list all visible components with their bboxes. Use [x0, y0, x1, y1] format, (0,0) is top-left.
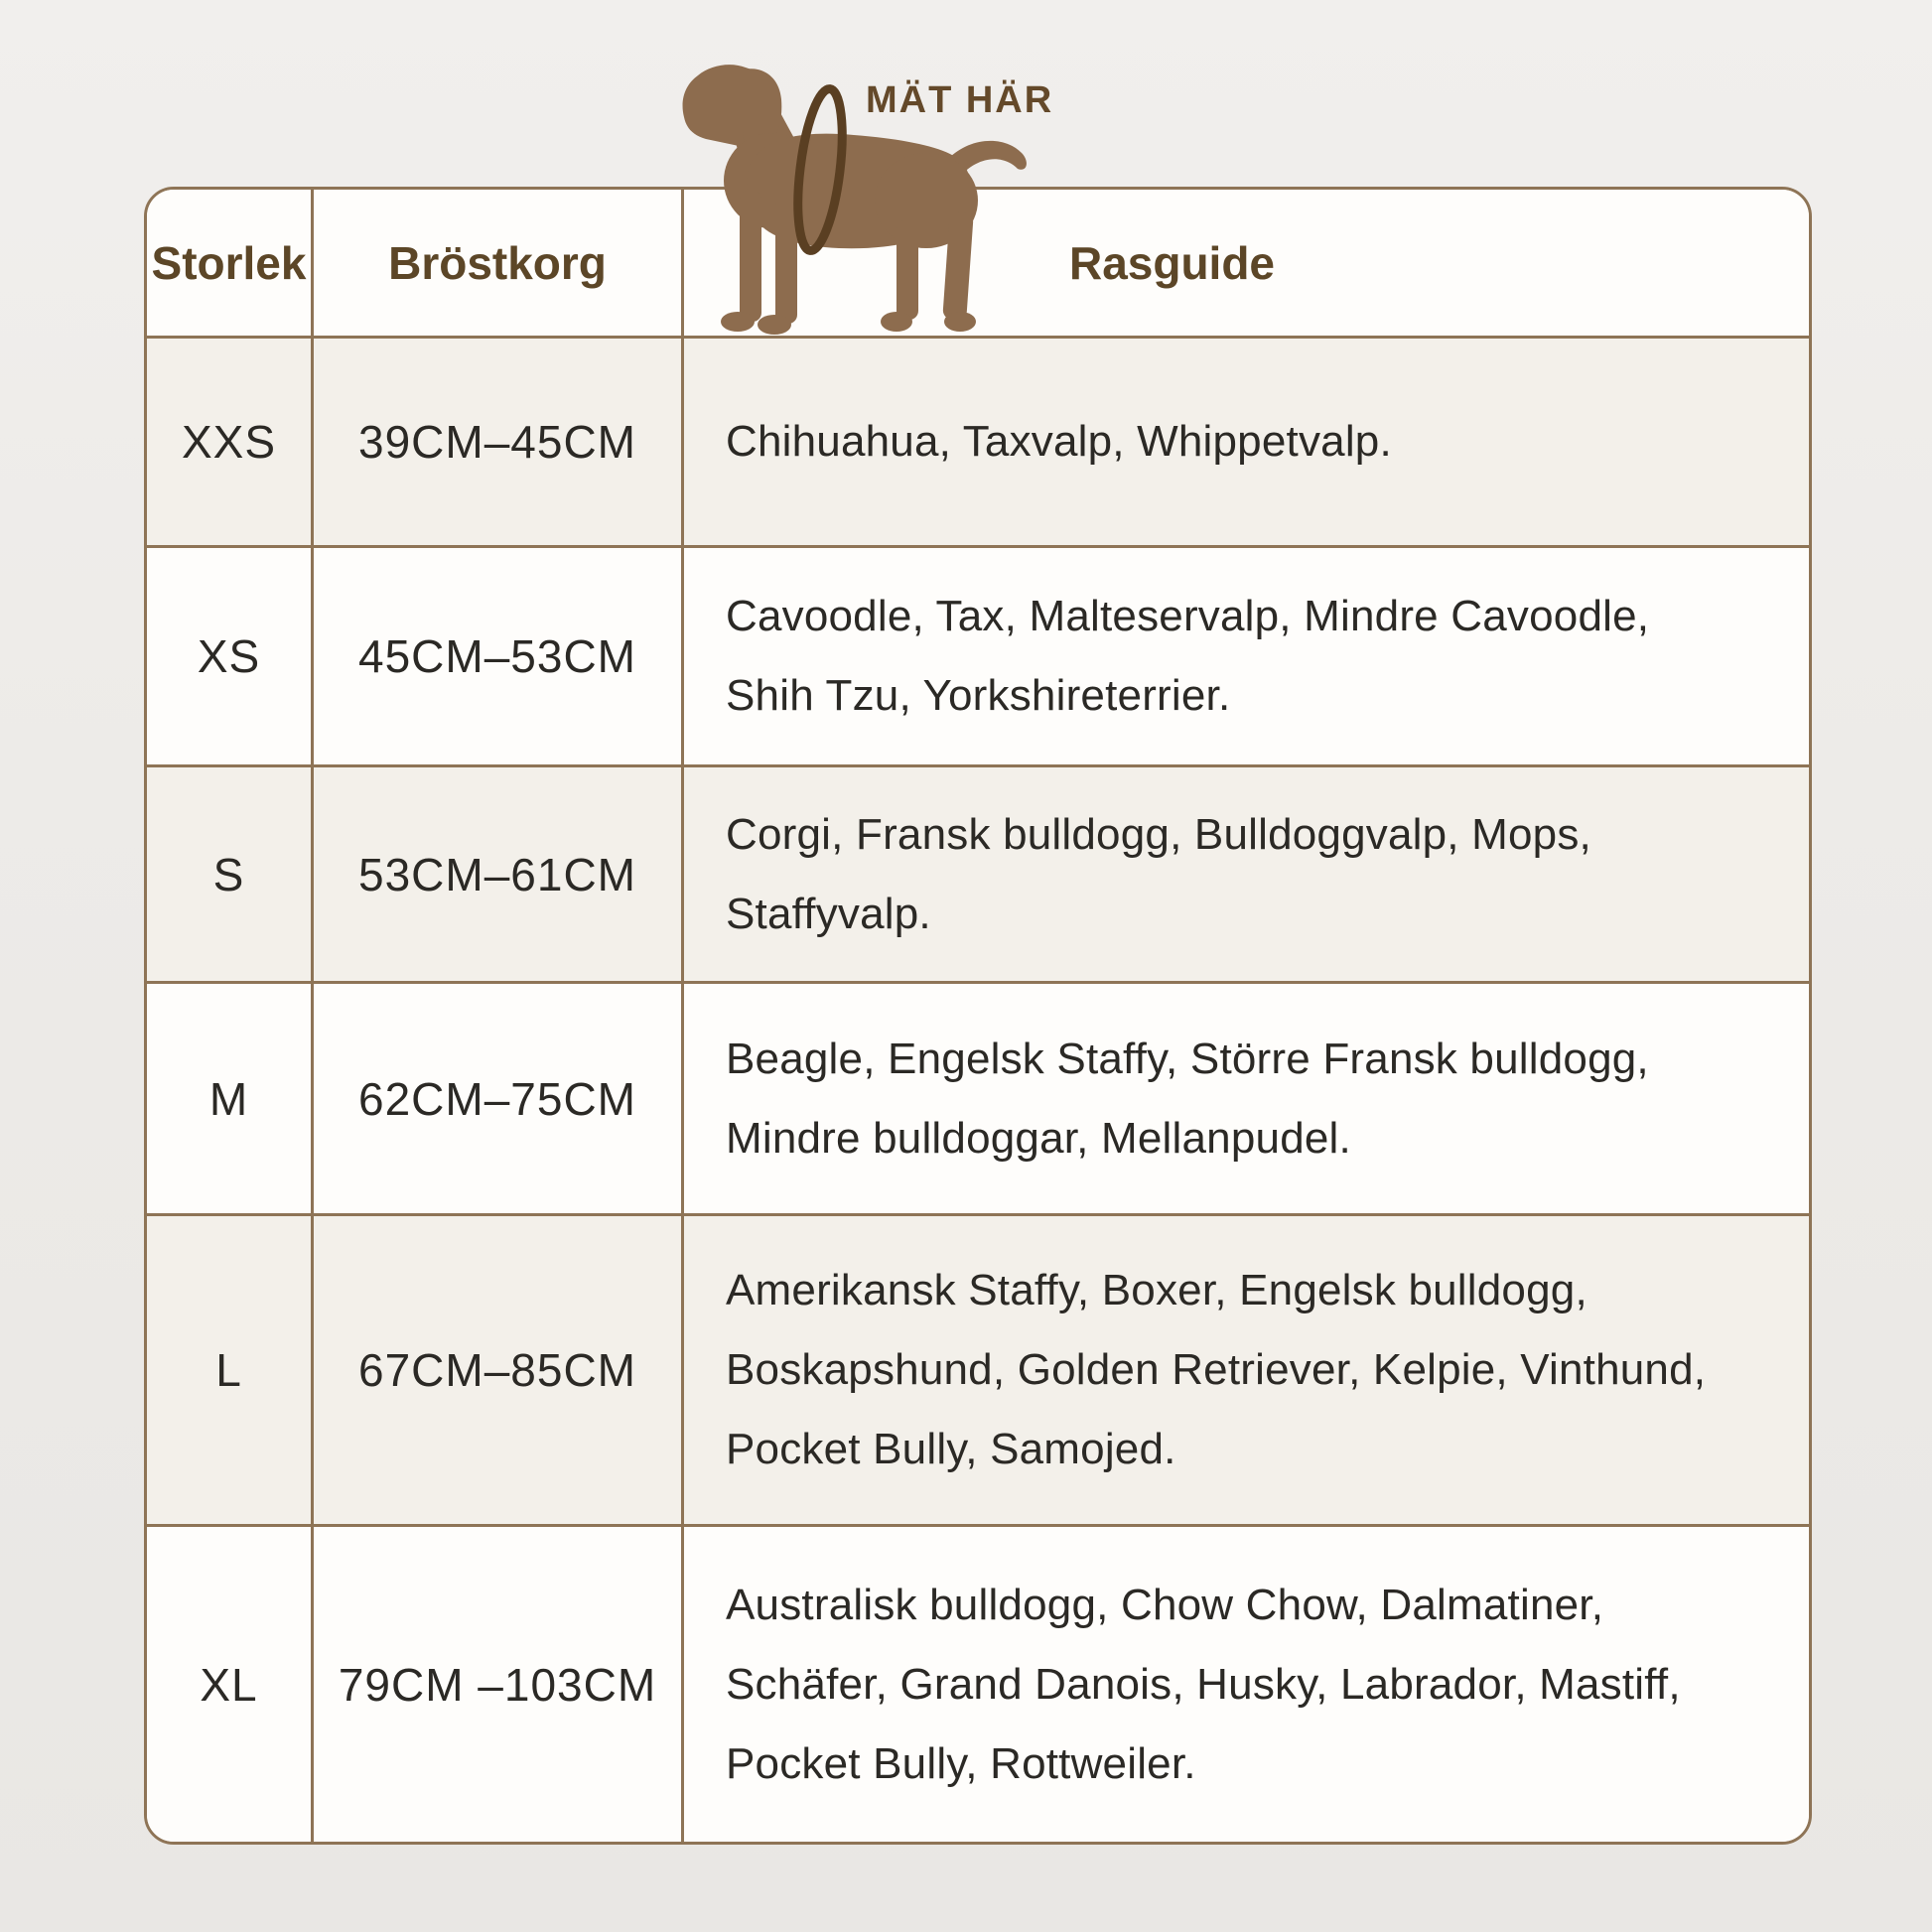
- breeds-cell-m: Beagle, Engelsk Staffy, Större Fransk bulldogg, Mindre bulldoggar, Mellanpudel.: [684, 984, 1809, 1216]
- dog-front-paw: [721, 312, 755, 332]
- chest-cell-xs: 45CM–53CM: [314, 548, 684, 767]
- size-cell-xs: XS: [147, 548, 314, 767]
- size-cell-xxs: XXS: [147, 339, 314, 548]
- size-cell-xl: XL: [147, 1527, 314, 1842]
- size-cell-l: L: [147, 1216, 314, 1527]
- header-rasguide: Rasguide: [684, 190, 1809, 339]
- dog-hind-paw: [944, 312, 976, 332]
- size-chart-table: [144, 187, 1812, 1845]
- chest-cell-xxs: 39CM–45CM: [314, 339, 684, 548]
- header-brostkorg: Bröstkorg: [314, 190, 684, 339]
- header-storlek: Storlek: [147, 190, 314, 339]
- breeds-cell-xxs: Chihuahua, Taxvalp, Whippetvalp.: [684, 339, 1809, 548]
- breeds-cell-xl: Australisk bulldogg, Chow Chow, Dalmatiner, Schäfer, Grand Danois, Husky, Labrador, Mastiff, Pocket Bully, Rottweiler.: [684, 1527, 1809, 1842]
- chest-cell-m: 62CM–75CM: [314, 984, 684, 1216]
- dog-hind-leg: [897, 220, 918, 320]
- dog-front-paw: [758, 315, 791, 335]
- chest-cell-xl: 79CM –103CM: [314, 1527, 684, 1842]
- breeds-cell-xs: Cavoodle, Tax, Malteservalp, Mindre Cavoodle, Shih Tzu, Yorkshireterrier.: [684, 548, 1809, 767]
- measure-here-label: MÄT HÄR: [866, 79, 1054, 121]
- breeds-cell-l: Amerikansk Staffy, Boxer, Engelsk bulldogg, Boskapshund, Golden Retriever, Kelpie, Vinthund, Pocket Bully, Samojed.: [684, 1216, 1809, 1527]
- size-cell-m: M: [147, 984, 314, 1216]
- dog-hind-paw: [881, 312, 912, 332]
- dog-front-leg: [740, 191, 761, 322]
- chest-cell-l: 67CM–85CM: [314, 1216, 684, 1527]
- chest-cell-s: 53CM–61CM: [314, 767, 684, 984]
- breeds-cell-s: Corgi, Fransk bulldogg, Bulldoggvalp, Mops, Staffyvalp.: [684, 767, 1809, 984]
- size-cell-s: S: [147, 767, 314, 984]
